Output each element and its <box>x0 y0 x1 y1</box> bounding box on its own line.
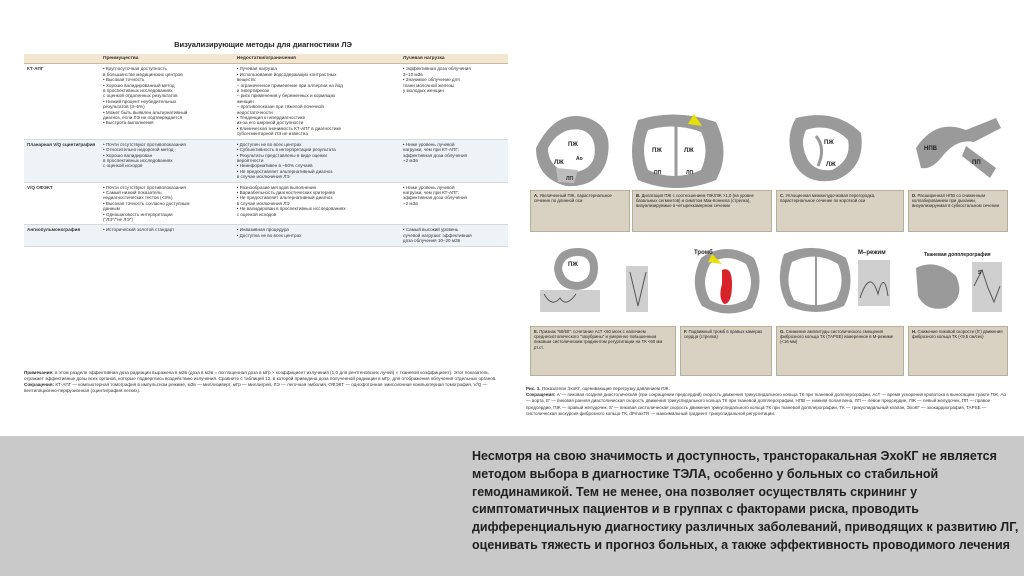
label-lzh-c: ЛЖ <box>826 162 836 168</box>
caption-c-text: Уплощенная межжелудочковая перегородка, парастернальное сечение по короткой оси <box>780 193 876 204</box>
limitations-item: • Не валидирован в проспективных исследованиях <box>236 206 346 212</box>
advantages-item: • Хорошо валидированный метод <box>103 82 175 88</box>
advantages-item: • Быстрота выполнения <box>103 120 154 126</box>
limitations-item: • Клиническая значимость КТ-АПГ в диагностике <box>236 125 342 131</box>
label-s-h: S' <box>978 270 983 276</box>
limitations-item: веществ: <box>236 77 257 83</box>
label-pzh-b: ПЖ <box>652 148 662 154</box>
method-name: V/Q ОФЭКТ <box>24 182 100 225</box>
cell-radiation <box>400 182 508 225</box>
radiation-item: нагрузки, чем при КТ-АПГ: <box>402 189 460 195</box>
radiation-item: • Значимое облучение для <box>402 77 460 83</box>
limitations-item: • Лучевая нагрузка <box>236 66 277 72</box>
label-pzh-e: ПЖ <box>568 262 578 268</box>
figure-caption-label: Рис. 3. <box>526 386 541 391</box>
table-notes <box>24 370 508 394</box>
advantages-item: • Самый низкий показатель <box>103 189 162 195</box>
limitations-item: женщин <box>236 98 254 104</box>
label-npv-d: НПВ <box>924 146 937 152</box>
table-header-method <box>24 54 100 64</box>
caption-g <box>776 326 904 376</box>
caption-a <box>530 190 630 232</box>
radiation-item: • Ниже уровень лучевой <box>402 141 455 147</box>
cell-advantages <box>100 139 234 182</box>
radiation-item: эффективная доза облучения <box>402 195 468 201</box>
caption-c-letter: С. <box>780 193 785 198</box>
limitations-item: из-за его широкой доступности <box>236 120 304 126</box>
limitations-item: • Субъективность в интерпретации результата <box>236 147 336 153</box>
panel-g-diagram <box>780 248 890 312</box>
label-lzh-b: ЛЖ <box>684 148 694 154</box>
label-pzh-c: ПЖ <box>824 140 834 146</box>
table-row <box>24 225 508 246</box>
figure-abbr-text: А' — пиковая поздняя диастолическая (при сокращении предсердий) скорость движения трикуспидального кольца ТК при тканевой допплерографии, АсТ — время ускорения кровотока в выносящем тракте ПЖ, Ao — аорта, Е' — пиковая ранняя диастолическая скорость движения трикуспидального кольца ТК при тканевой допплерографии, НПВ — нижняя полая вена, ЛП — левое предсердие, ЛЖ — левый желудочек, ПП — правое предсердие, ПЖ — правый желудочек, S' — пиковая систолическая скорость движения трикуспидального кольца ТК при тканевой допплерографии, ТК — трикуспидальный клапан, ЭхоКГ — эхокардиография, TAPSE — систолическая экскурсия фиброзного кольца ТК, dPmaxTR — максимальный градиент трикуспидальной регургитации. <box>526 392 1007 416</box>
limitations-item: – риск применения у беременных и кормящих <box>236 93 336 99</box>
limitations-item: с оценкой исходов <box>236 211 277 217</box>
label-m-mode: М–режим <box>858 250 886 256</box>
method-name: Ангиопульмонография <box>24 225 100 246</box>
advantages-item: • Хорошо валидирован <box>103 152 153 158</box>
label-ao-a: Ao <box>576 156 583 162</box>
limitations-item: и гипертиреозе <box>236 88 270 94</box>
figure-abbr-label: Сокращения: <box>526 392 556 398</box>
limitations-item: • Не предоставляет альтернативный диагноз <box>236 168 333 174</box>
caption-g-text: Снижение амплитуды систолического смещения фиброзного кольца ТК (TAPSE) измеренное в М-режиме (<16 мм) <box>780 329 894 345</box>
label-lzh-a: ЛЖ <box>554 160 564 166</box>
cell-advantages <box>100 64 234 139</box>
caption-f-letter: F. <box>684 329 688 334</box>
caption-e-letter: Е. <box>534 329 539 334</box>
advantages-item: с оценкой исходов <box>103 163 143 169</box>
limitations-item: • Использование йодсодержащих контрастных <box>236 71 337 77</box>
caption-e-text: Признак "60/60": сочетание АсТ <60 мсек с наличием среднесистолического "зазубрины" и умеренно повышенным пиковым систолическим градиентом регургитации на ТК <60 мм рт.ст. <box>534 329 663 350</box>
panel-e-diagram <box>540 248 648 312</box>
limitations-item: вероятности <box>236 157 264 163</box>
caption-b <box>632 190 772 232</box>
label-pp-d: ПП <box>972 160 981 166</box>
cell-radiation <box>400 64 508 139</box>
radiation-item: доза облучения 10–20 мЗв <box>402 238 461 244</box>
limitations-item: • Доступна не во всех центрах <box>236 232 302 238</box>
caption-d-text: Расширенная НПВ со сниженным коллабированием при дыхании, визуализируемая в субкостальном сечении <box>912 193 999 209</box>
radiation-item: у молодых женщин <box>402 88 444 94</box>
radiation-item: • Самый высокий уровень <box>402 227 459 233</box>
label-lp-b: ЛП <box>686 170 694 176</box>
cell-advantages <box>100 182 234 225</box>
limitations-item: – противопоказан при тяжелой почечной <box>236 104 324 110</box>
radiation-item: • Эффективная доза облучения <box>402 66 471 72</box>
panel-a-diagram <box>536 116 609 186</box>
limitations-item: • Разнообразие методов выполнения <box>236 184 317 190</box>
advantages-item: • Может быть выявлен альтернативный <box>103 109 188 115</box>
radiation-item: • Ниже уровень лучевой <box>402 184 455 190</box>
caption-e <box>530 326 676 376</box>
cell-limitations <box>234 139 400 182</box>
caption-b-text: Дилатация ПЖ с соотношением ПЖ/ЛЖ >1,0 (на уровне базальных сегментов) и симптом Мак-Коннела (стрелка), визуализируемые в четырехкамерном сечении <box>636 193 754 209</box>
limitations-item: недостаточности <box>236 109 273 115</box>
cell-limitations <box>234 64 400 139</box>
limitations-item: в случае исключения ЛЭ <box>236 174 290 180</box>
caption-a-letter: А. <box>534 193 539 198</box>
limitations-item: • Не предоставляет альтернативный диагноз <box>236 195 333 201</box>
panel-b-diagram <box>632 114 724 188</box>
panel-d-diagram <box>916 118 1001 178</box>
limitations-item: • Инвазивная процедура <box>236 227 289 233</box>
radiation-item: эффективная доза облучения <box>402 152 468 158</box>
label-tissue-doppler: Тканевая допплерография <box>924 252 991 258</box>
advantages-item: диагноз, если ЛЭ не подтверждается <box>103 115 183 121</box>
panel-f-diagram <box>694 249 760 314</box>
advantages-item: • Почти отсутствуют противопоказания <box>103 141 186 147</box>
table-row <box>24 139 508 182</box>
cell-radiation <box>400 139 508 182</box>
table-header-radiation: Лучевая нагрузка <box>400 54 508 64</box>
radiation-item: лучевой нагрузки: эффективная <box>402 232 472 238</box>
advantages-item: данным <box>103 206 120 212</box>
table-title: Визуализирующие методы для диагностики ЛЭ <box>174 40 352 49</box>
note-label: Примечание: <box>24 370 54 375</box>
limitations-item: субсегментарной ЛЭ не известна <box>236 131 308 137</box>
cell-advantages <box>100 225 234 246</box>
advantages-item: с оценкой отдаленных результатов <box>103 93 178 99</box>
caption-a-text: Увеличенный ПЖ, парастернальное сечение по длинной оси <box>534 193 612 204</box>
table-header-advantages: Преимущества <box>100 54 234 64</box>
caption-f-text: Подвижный тромб в правых камерах сердца (стрелка) <box>684 329 763 340</box>
advantages-item: недиагностических тестов (<3%) <box>103 195 173 201</box>
limitations-item: в случае исключения ЛЭ <box>236 200 290 206</box>
advantages-item: • Исторический золотой стандарт <box>103 227 175 233</box>
advantages-item: в проспективных исследованиях <box>103 88 173 94</box>
caption-h <box>908 326 1008 376</box>
pe-imaging-table-panel <box>14 36 512 444</box>
radiation-item: ~2 мЗв <box>402 200 418 206</box>
figure-caption <box>526 386 1010 417</box>
label-pp-b: ПП <box>654 170 662 176</box>
caption-h-text: Снижение пиковой скорости (S') движения фиброзного кольца ТК (<9,5 см/сек) <box>912 329 1003 340</box>
label-pzh-a: ПЖ <box>568 142 578 148</box>
panel-c-diagram <box>789 115 861 181</box>
advantages-item: • Круглосуточная доступность <box>103 66 167 72</box>
advantages-item: в большинстве медицинских центров <box>103 71 183 77</box>
limitations-item: • Результаты представлены в виде оценки <box>236 152 327 158</box>
table-row <box>24 64 508 139</box>
advantages-item: • Высокая точность согласно доступным <box>103 200 190 206</box>
table-header-limitations: Недостатки/ограничения <box>234 54 400 64</box>
caption-g-letter: G. <box>780 329 785 334</box>
table-header-row <box>24 54 508 64</box>
method-name: Планарная V/Q сцинтиграфия <box>24 139 100 182</box>
cell-limitations <box>234 182 400 225</box>
radiation-item: ткани молочной железы <box>402 82 455 88</box>
summary-text: Несмотря на свою значимость и доступность, трансторакальная ЭхоКГ не является методом выбора в диагностике ТЭЛА, особенно у больных со стабильной гемодинамикой. Тем не менее, она позволяет осуществлять скрининг у симптоматичных пациентов и в группах с факторами риска, проводить дифференциальную диагностику различных заболеваний, приводящих к развитию ЛГ, оценивать тяжесть и прогноз больных, а также эффективность проводимого лечения <box>472 449 1019 552</box>
advantages-item: результатов (3–5%) <box>103 104 145 110</box>
advantages-item: • Одношаговость интерпретации <box>103 211 173 217</box>
caption-f <box>680 326 772 376</box>
table-abbr-label: Сокращения: <box>24 382 55 387</box>
radiation-item: 3–10 мЗв <box>402 71 423 77</box>
limitations-item: • Тенденция к гипердиагностике <box>236 115 306 121</box>
limitations-item: • Неинформативен в ~50% случаев <box>236 163 313 169</box>
method-name: КТ-АПГ <box>24 64 100 139</box>
radiation-item: нагрузки, чем при КТ-АПГ: <box>402 147 460 153</box>
caption-b-letter: В. <box>636 193 641 198</box>
echo-figure-panel <box>512 100 1024 436</box>
limitations-item: • Вариабельность диагностических критериев <box>236 189 335 195</box>
table-abbr-text: КТ-АПГ — компьютерная томография в импульсном режиме, мЗв — миллизиверт, мГр — миллигрей, ЛЭ — легочная эмболия, ОФЭКТ — однофотонная эмиссионная компьютерная томография, V/Q — вентиляционно-перфузионная (сцинтиграфия легких). <box>24 382 488 393</box>
caption-c <box>776 190 904 232</box>
caption-d <box>908 190 1008 232</box>
label-thrombus: Тромб <box>694 250 713 256</box>
caption-h-letter: Н. <box>912 329 917 334</box>
radiation-item: ~2 мЗв <box>402 157 418 163</box>
advantages-item: ("ЛЭ"/"не ЛЭ") <box>103 216 133 222</box>
note-text: в этом разделе эффективная доза радиации выражена в мЗв (доза в мЗв = поглощенная доза в мГр × коэффициент излучения (1,0 для рентгеновских лучей) × тканевой коэффициент). Этот показатель отражает эффективные дозы всех органов, которые подверглись воздействию излучения. Сравните с таблицей 12, в которой приведена доза полученной радиации в мГр, для отображения облучения отдельных органов. <box>24 370 497 381</box>
advantages-item: • Низкий процент неубедительных <box>103 98 177 104</box>
advantages-item: • Высокая точность <box>103 77 145 83</box>
label-lp-a: ЛП <box>566 176 574 182</box>
limitations-item: • Доступен не во всех центрах <box>236 141 302 147</box>
panel-h-diagram <box>916 251 1002 312</box>
cell-limitations <box>234 225 400 246</box>
cell-radiation <box>400 225 508 246</box>
table-row <box>24 182 508 225</box>
imaging-methods-table <box>24 54 508 247</box>
figure-caption-title: Показатели ЭхоКГ, оценивающие перегрузку давлением ПЖ. <box>541 386 670 391</box>
advantages-item: • Относительно недорогой метод <box>103 147 174 153</box>
limitations-item: – ограниченное применение при аллергии на йод <box>236 82 343 88</box>
advantages-item: в проспективных исследованиях <box>103 157 173 163</box>
echo-image-grid <box>526 108 1010 388</box>
advantages-item: • Почти отсутствуют противопоказания <box>103 184 186 190</box>
caption-d-letter: D. <box>912 193 917 198</box>
